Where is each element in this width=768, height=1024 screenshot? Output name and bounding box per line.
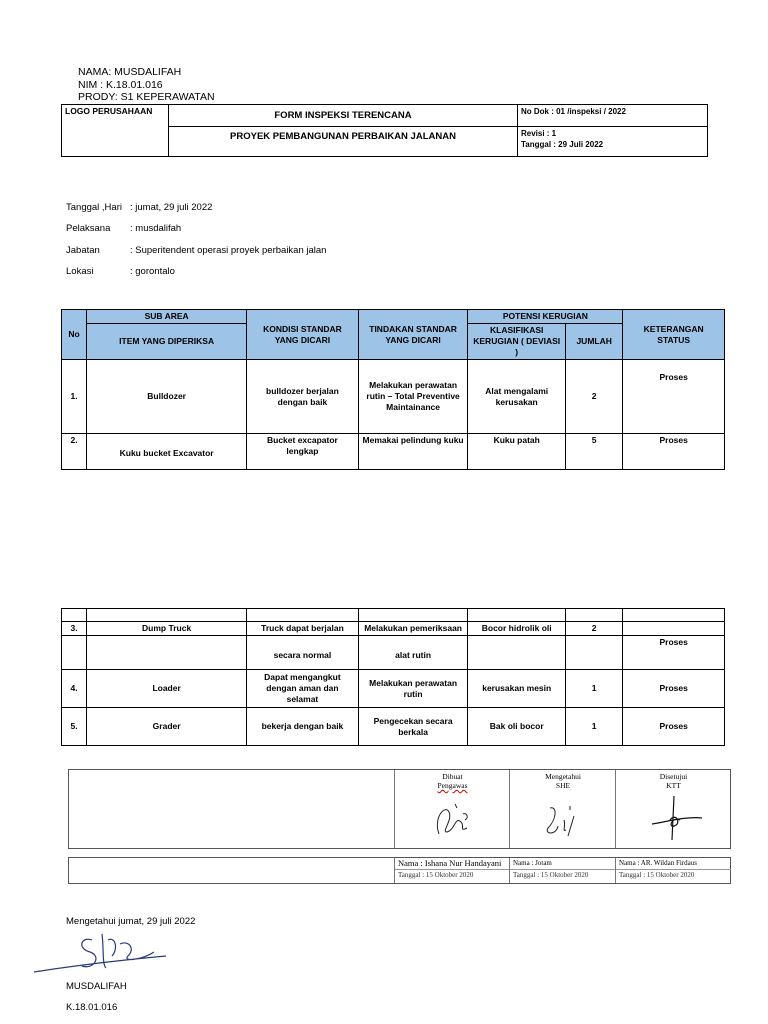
cell-tindakan: alat rutin xyxy=(358,636,468,670)
cell-tindakan: Memakai pelindung kuku xyxy=(358,434,468,470)
cell-status: Proses xyxy=(623,670,725,708)
cell-item: Loader xyxy=(87,670,247,708)
cell-no: 5. xyxy=(62,708,87,746)
approval-date-2: Tanggal : 15 Oktober 2020 xyxy=(513,871,589,879)
cell-klasifikasi: Bocor hidrolik oli xyxy=(468,622,566,636)
cell-jumlah: 2 xyxy=(566,622,623,636)
inspection-table-continued xyxy=(61,608,725,746)
revisi-tanggal xyxy=(518,127,708,157)
header-keterangan: KETERANGAN STATUS xyxy=(623,310,725,360)
cell-no: 4. xyxy=(62,670,87,708)
no-dok: No Dok : 01 /inspeksi / 2022 xyxy=(518,105,708,127)
cell-kondisi: bekerja dengan baik xyxy=(247,708,359,746)
cell-jumlah xyxy=(566,636,623,670)
header-klasifikasi: KLASIFIKASI KERUGIAN ( DEVIASI ) xyxy=(468,324,566,360)
approval-names-box xyxy=(68,857,731,884)
approval-pengawas-label: Pengawas xyxy=(437,781,468,790)
cell-klasifikasi: Alat mengalami kerusakan xyxy=(468,360,566,434)
footer-name: MUSDALIFAH xyxy=(66,981,127,992)
cell-tindakan: Pengecekan secara berkala xyxy=(358,708,468,746)
revisi: Revisi : 1 xyxy=(521,129,557,138)
cell-item: Grader xyxy=(87,708,247,746)
student-name: NAMA: MUSDALIFAH xyxy=(78,66,182,78)
cell-kondisi: bulldozer berjalan dengan baik xyxy=(247,360,359,434)
cell-item: Kuku bucket Excavator xyxy=(87,434,247,470)
table-row xyxy=(62,434,725,470)
table-row xyxy=(62,622,725,636)
cell-klasifikasi: kerusakan mesin xyxy=(468,670,566,708)
approval-col-dibuat xyxy=(394,770,510,848)
cell-no: 1. xyxy=(62,360,87,434)
approval-disetujui-label: Disetujui xyxy=(659,772,688,781)
cell-no xyxy=(62,636,87,670)
cell-item: Dump Truck xyxy=(87,622,247,636)
form-header-table xyxy=(61,104,708,157)
approval-box xyxy=(68,769,731,849)
cell-item xyxy=(87,636,247,670)
cell-tindakan: Melakukan perawatan rutin – Total Preventive Maintainance xyxy=(358,360,468,434)
cell-status xyxy=(623,622,725,636)
info-jabatan: Jabatan : Superitendent operasi proyek perbaikan jalan xyxy=(66,245,327,256)
tanggal: Tanggal : 29 Juli 2022 xyxy=(521,140,604,149)
cell-status: Proses xyxy=(623,360,725,434)
approval-date-1: Tanggal : 15 Oktober 2020 xyxy=(398,871,474,879)
signature-dibuat xyxy=(425,798,485,842)
cell-jumlah: 1 xyxy=(566,670,623,708)
header-potensi: POTENSI KERUGIAN xyxy=(468,310,623,324)
footer-nim: K.18.01.016 xyxy=(66,1002,118,1013)
student-prody: PRODY: S1 KEPERAWATAN xyxy=(78,91,215,103)
project-title: PROYEK PEMBANGUNAN PERBAIKAN JALANAN xyxy=(169,127,518,157)
signature-mengetahui xyxy=(540,798,590,842)
table-row xyxy=(62,670,725,708)
header-no: No xyxy=(62,310,87,360)
header-kondisi: KONDISI STANDAR YANG DICARI xyxy=(247,310,359,360)
cell-item: Bulldozer xyxy=(87,360,247,434)
table-row xyxy=(62,636,725,670)
cell-klasifikasi xyxy=(468,636,566,670)
info-tanggal: Tanggal ,Hari : jumat, 29 juli 2022 xyxy=(66,202,213,213)
approval-name-1: Nama : Ishana Nur Handayani xyxy=(395,858,510,870)
cell-jumlah: 5 xyxy=(566,434,623,470)
header-jumlah: JUMLAH xyxy=(566,324,623,360)
student-nim: NIM : K.18.01.016 xyxy=(78,79,163,91)
approval-name-3: Nama : AR. Wildan Firdaus xyxy=(616,858,731,870)
approval-she-label: SHE xyxy=(555,781,571,790)
cell-jumlah: 1 xyxy=(566,708,623,746)
approval-col-mengetahui xyxy=(509,770,616,848)
approval-ktt-label: KTT xyxy=(666,781,681,790)
cell-klasifikasi: Bak oli bocor xyxy=(468,708,566,746)
cell-jumlah: 2 xyxy=(566,360,623,434)
footer-mengetahui: Mengetahui jumat, 29 juli 2022 xyxy=(66,916,196,927)
cell-tindakan: Melakukan pemeriksaan xyxy=(358,622,468,636)
cell-kondisi: Dapat mengangkut dengan aman dan selamat xyxy=(247,670,359,708)
cell-no: 2. xyxy=(62,434,87,470)
cell-kondisi: Bucket excapator lengkap xyxy=(247,434,359,470)
approval-dibuat-label: Dibuat xyxy=(442,772,463,781)
cell-klasifikasi: Kuku patah xyxy=(468,434,566,470)
cell-kondisi: Truck dapat berjalan xyxy=(247,622,359,636)
cell-status: Proses xyxy=(623,708,725,746)
approval-mengetahui-label: Mengetahui xyxy=(545,772,581,781)
header-tindakan: TINDAKAN STANDAR YANG DICARI xyxy=(358,310,468,360)
approval-date-3: Tanggal : 15 Oktober 2020 xyxy=(619,871,695,879)
logo-cell: LOGO PERUSAHAAN xyxy=(62,105,169,157)
cell-tindakan: Melakukan perawatan rutin xyxy=(358,670,468,708)
approval-name-2: Nama : Jotam xyxy=(510,858,616,870)
inspection-table xyxy=(61,309,725,470)
cell-status: Proses xyxy=(623,434,725,470)
signature-disetujui xyxy=(646,794,706,844)
header-sub-area: SUB AREA xyxy=(87,310,247,324)
footer-signature xyxy=(32,930,172,980)
approval-col-disetujui xyxy=(615,770,731,848)
info-lokasi: Lokasi : gorontalo xyxy=(66,266,175,277)
table-row xyxy=(62,360,725,434)
cell-kondisi: secara normal xyxy=(247,636,359,670)
header-item: ITEM YANG DIPERIKSA xyxy=(87,324,247,360)
table-row xyxy=(62,708,725,746)
form-title: FORM INSPEKSI TERENCANA xyxy=(169,105,518,127)
cell-no: 3. xyxy=(62,622,87,636)
info-pelaksana: Pelaksana : musdalifah xyxy=(66,223,182,234)
cell-status: Proses xyxy=(623,636,725,670)
